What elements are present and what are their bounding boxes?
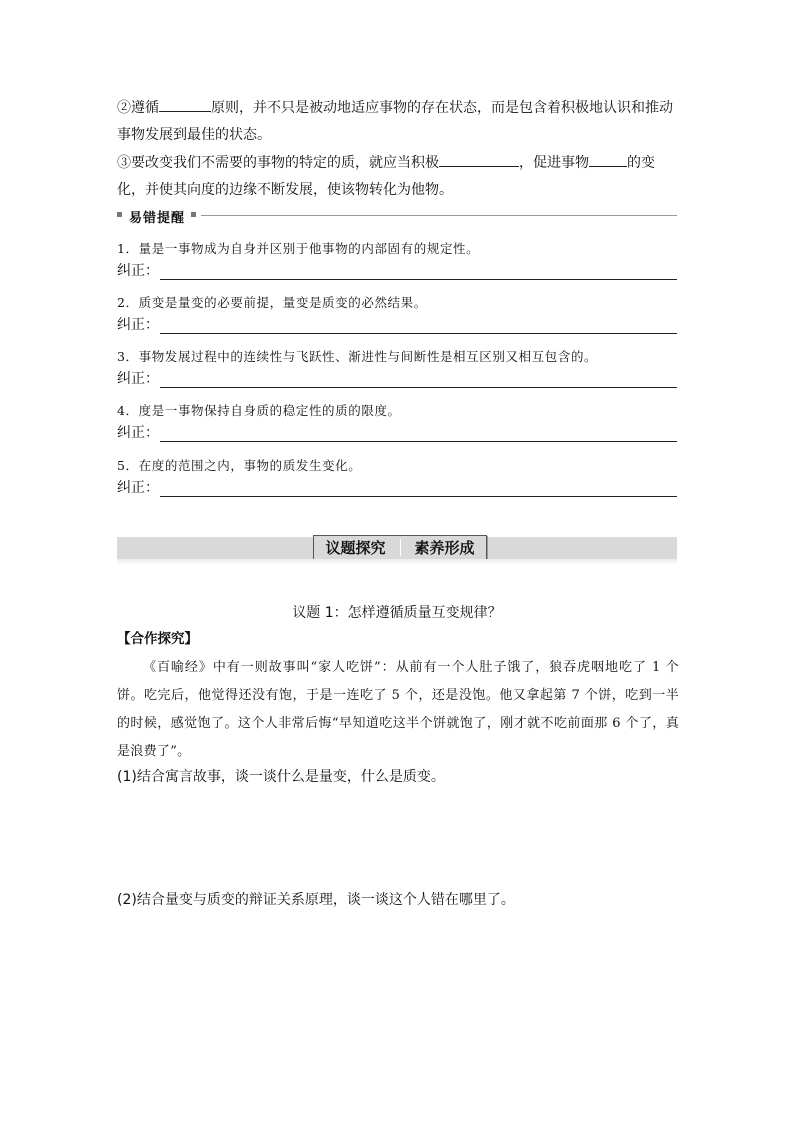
correction-answer-line[interactable] [160, 496, 677, 497]
question-1: (1)结合寓言故事，谈一谈什么是量变，什么是质变。 [117, 769, 445, 785]
square-bullet-icon [117, 212, 122, 217]
principle-3-rest: 的变化，并使其向度的边缘不断发展，使该物转化为他物。 [117, 155, 655, 198]
section-banner-left: 议题探究 [325, 539, 386, 557]
correction-answer-line[interactable] [160, 333, 677, 334]
story-paragraph: 《百喻经》中有一则故事叫“家人吃饼”：从前有一个人肚子饿了，狼吞虎咽地吃了 1 个饼。吃完后，他觉得还没有饱，于是一连吃了 5 个，还是没饱。他又拿起第 7 个饼，吃到一半的时候，感觉饱了。这个人非常后悔“早知道吃这半个饼就饱了，刚才就不吃前面那 6 个了，真是浪费了”。 [117, 660, 679, 759]
error-item [117, 455, 677, 499]
correction-row [117, 368, 677, 390]
correction-answer-line[interactable] [160, 441, 677, 442]
correction-answer-line[interactable] [160, 387, 677, 388]
question-2: (2)结合量变与质变的辩证关系原理，谈一谈这个人错在哪里了。 [117, 892, 515, 908]
principle-item-3 [117, 149, 677, 204]
cooperation-label: 【合作探究】 [117, 631, 198, 647]
error-item [117, 292, 677, 336]
correction-label: 纠正： [117, 480, 159, 496]
section-banner [117, 537, 677, 559]
section-banner-title-box [313, 535, 487, 560]
fill-blank[interactable] [439, 149, 519, 167]
correction-label: 纠正： [117, 317, 159, 333]
error-item [117, 238, 677, 282]
error-statement: 4．度是一事物保持自身质的稳定性的质的限度。 [117, 403, 401, 418]
error-tips-header [117, 207, 677, 225]
correction-row [117, 260, 677, 282]
error-item [117, 346, 677, 390]
principle-paragraphs [117, 94, 677, 204]
correction-answer-line[interactable] [160, 279, 677, 280]
principle-item-2 [117, 94, 677, 149]
topic-title: 议题 1：怎样遵循质量互变规律？ [292, 605, 502, 621]
divider [400, 539, 401, 556]
principle-3-lead: ③要改变我们不需要的事物的特定的质，就应当积极 [117, 155, 439, 171]
banner-shadow [117, 559, 677, 565]
principle-2-rest: 原则，并不只是被动地适应事物的存在状态，而是包含着积极地认识和推动事物发展到最佳的状态。 [117, 100, 673, 143]
principle-3-middle: ，促进事物 [519, 155, 589, 171]
correction-row [117, 314, 677, 336]
correction-row [117, 422, 677, 444]
error-statement: 1．量是一事物成为自身并区别于他事物的内部固有的规定性。 [117, 241, 480, 256]
correction-row [117, 477, 677, 499]
error-tips-title: 易错提醒 [129, 211, 186, 226]
fill-blank[interactable] [589, 149, 627, 167]
square-bullet-icon [191, 212, 196, 217]
principle-2-lead: ②遵循 [117, 100, 159, 116]
error-statement: 3．事物发展过程中的连续性与飞跃性、渐进性与间断性是相互区别又相互包含的。 [117, 349, 598, 364]
correction-label: 纠正： [117, 425, 159, 441]
error-statement: 5．在度的范围之内，事物的质发生变化。 [117, 458, 362, 473]
error-item [117, 400, 677, 444]
fill-blank[interactable] [159, 94, 211, 112]
divider [201, 215, 677, 216]
correction-label: 纠正： [117, 263, 159, 279]
error-statement: 2．质变是量变的必要前提，量变是质变的必然结果。 [117, 295, 427, 310]
correction-label: 纠正： [117, 371, 159, 387]
section-banner-right: 素养形成 [414, 539, 475, 557]
